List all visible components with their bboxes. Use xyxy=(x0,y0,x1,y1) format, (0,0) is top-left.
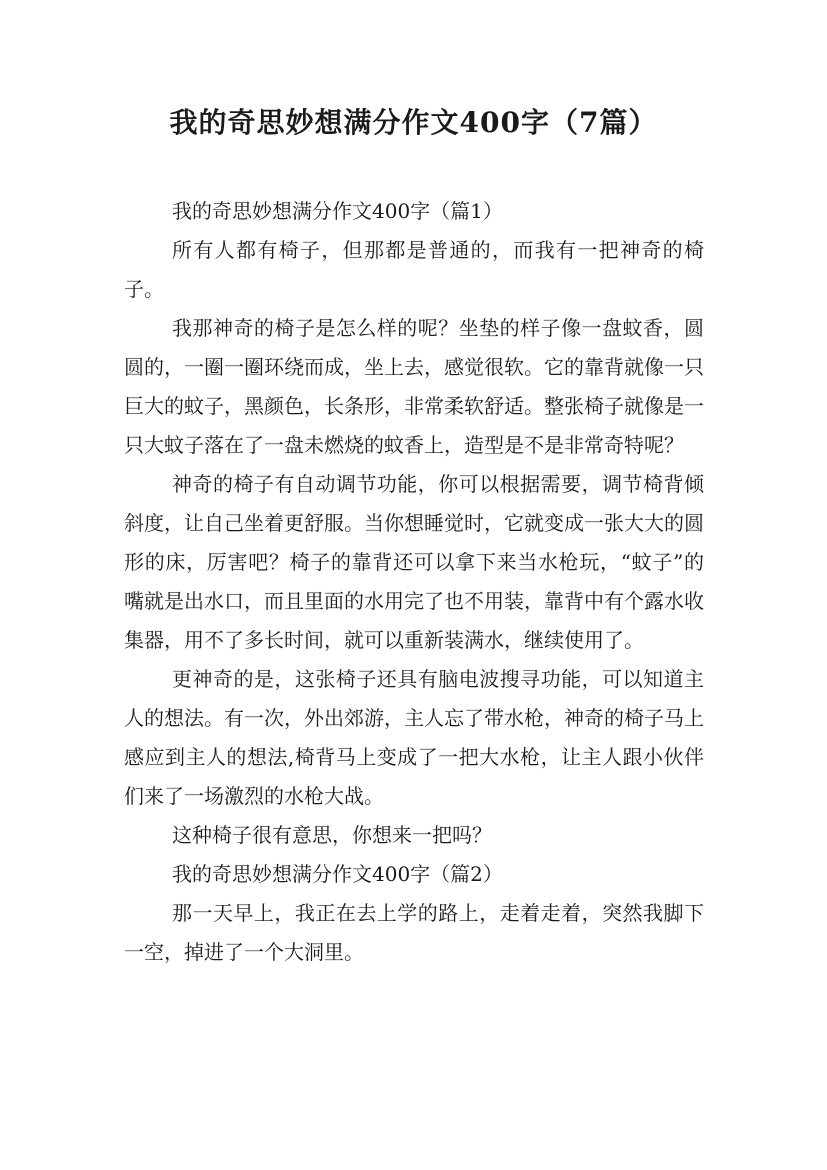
paragraph: 神奇的椅子有自动调节功能，你可以根据需要，调节椅背倾斜度，让自己坐着更舒服。当你想睡觉时，它就变成一张大大的圆形的床，厉害吧？椅子的靠背还可以拿下来当水枪玩，“蚊子”的嘴就是出水口，而且里面的水用完了也不用装，靠背中有个露水收集器，用不了多长时间，就可以重新装满水，继续使用了。 xyxy=(124,472,704,652)
paragraph: 这种椅子很有意思，你想来一把吗？ xyxy=(172,823,492,847)
document-title: 我的奇思妙想满分作文400字（7篇） xyxy=(169,106,658,139)
document-body xyxy=(124,192,704,972)
paragraph: 那一天早上，我正在去上学的路上，走着走着，突然我脚下一空，掉进了一个大洞里。 xyxy=(124,901,704,964)
paragraph: 我那神奇的椅子是怎么样的呢？坐垫的样子像一盘蚊香，圆圆的，一圈一圈环绕而成，坐上去，感觉很软。它的靠背就像一只巨大的蚊子，黑颜色，长条形，非常柔软舒适。整张椅子就像是一只大蚊子落在了一盘未燃烧的蚊香上，造型是不是非常奇特呢？ xyxy=(124,316,704,457)
essay-heading-1: 我的奇思妙想满分作文400字（篇1） xyxy=(172,199,503,223)
paragraph: 更神奇的是，这张椅子还具有脑电波搜寻功能，可以知道主人的想法。有一次，外出郊游，主人忘了带水枪，神奇的椅子马上感应到主人的想法,椅背马上变成了一把大水枪，让主人跟小伙伴们来了一场激烈的水枪大战。 xyxy=(124,667,704,808)
essay-heading-2: 我的奇思妙想满分作文400字（篇2） xyxy=(172,862,503,886)
paragraph: 所有人都有椅子，但那都是普通的，而我有一把神奇的椅子。 xyxy=(124,238,704,301)
